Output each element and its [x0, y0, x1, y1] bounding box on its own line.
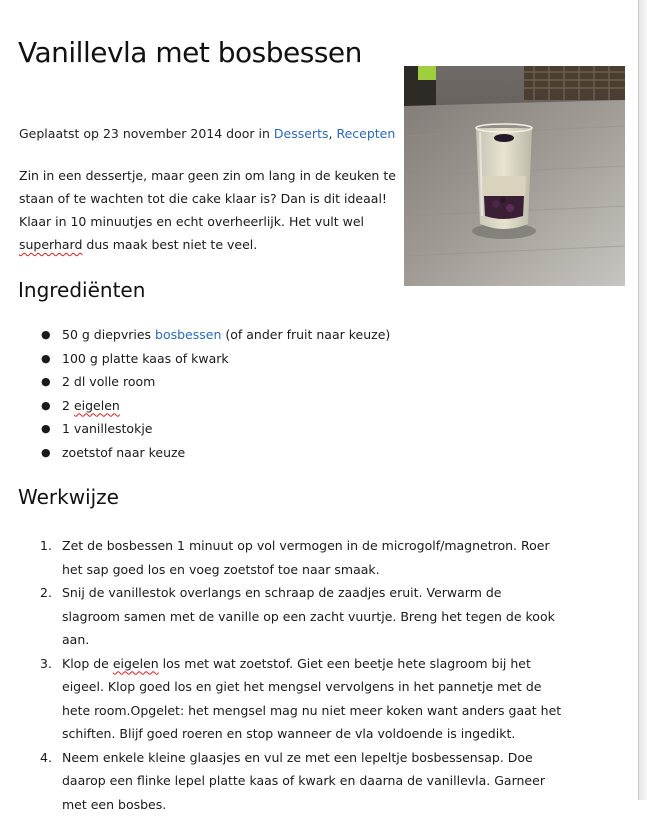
step-number: 4.	[40, 746, 52, 770]
category-link-desserts[interactable]: Desserts	[274, 126, 329, 141]
page-edge-shadow	[639, 0, 647, 800]
list-item	[62, 347, 390, 371]
post-title: Vanillevla met bosbessen	[18, 36, 362, 69]
spellcheck-flagged-word[interactable]: eigelen	[74, 398, 120, 413]
step-number: 1.	[40, 534, 52, 558]
bullet-icon: ●	[41, 394, 51, 418]
intro-paragraph	[19, 164, 397, 256]
bullet-icon: ●	[41, 370, 51, 394]
ingredient-text: 2 dl volle room	[62, 374, 155, 389]
list-item	[62, 581, 562, 652]
bullet-icon: ●	[41, 417, 51, 441]
list-item	[62, 534, 562, 581]
list-item	[62, 394, 390, 418]
bullet-icon: ●	[41, 323, 51, 347]
recipe-photo	[404, 66, 625, 286]
list-item	[62, 323, 390, 347]
post-meta-text: Geplaatst op 23 november 2014 door in	[19, 126, 274, 141]
ingredient-text: 1 vanillestokje	[62, 421, 152, 436]
post-meta	[19, 126, 395, 141]
list-item	[62, 370, 390, 394]
step-text: Snij de vanillestok overlangs en schraap de zaadjes eruit. Verwarm de slagroom samen met de vanille op een zacht vuurtje. Breng het tegen de kook aan.	[62, 585, 555, 647]
category-separator: ,	[329, 126, 337, 141]
bullet-icon: ●	[41, 441, 51, 465]
ingredient-text: 50 g diepvries	[62, 327, 155, 342]
step-text: Neem enkele kleine glaasjes en vul ze met een lepeltje bosbessensap. Doe daarop een flinke lepel platte kaas of kwark en daarna de vanillevla. Garneer met een bosbes.	[62, 750, 545, 812]
method-heading: Werkwijze	[18, 485, 119, 509]
intro-text-before: Zin in een dessertje, maar geen zin om lang in de keuken te staan of te wachten tot die cake klaar is? Dan is dit ideaal! Klaar in 10 minuutjes en echt overheerlijk. Het vult wel	[19, 168, 396, 229]
step-text: los met wat zoetstof. Giet een beetje hete slagroom bij het eigeel. Klop goed los en giet het mengsel vervolgens in het pannetje met de hete room.Opgelet: het mengsel mag nu niet meer koken want anders gaat het schiften. Blijf goed roeren en stop wanneer de vla voldoende is ingedikt.	[62, 656, 561, 742]
ingredients-heading: Ingrediënten	[18, 278, 145, 302]
bosbessen-link[interactable]: bosbessen	[155, 327, 221, 342]
ingredient-text: (of ander fruit naar keuze)	[221, 327, 390, 342]
spellcheck-flagged-word[interactable]: superhard	[19, 237, 82, 252]
ingredient-text: zoetstof naar keuze	[62, 445, 185, 460]
list-item	[62, 746, 562, 816]
step-text: Zet de bosbessen 1 minuut op vol vermogen in de microgolf/magnetron. Roer het sap goed los en voeg zoetstof toe naar smaak.	[62, 538, 550, 577]
step-number: 3.	[40, 652, 52, 676]
method-steps	[0, 534, 562, 816]
ingredients-list	[0, 323, 390, 464]
step-text: Klop de	[62, 656, 113, 671]
list-item	[62, 417, 390, 441]
list-item	[62, 652, 562, 746]
page-edge	[638, 0, 639, 800]
bullet-icon: ●	[41, 347, 51, 371]
intro-text-after: dus maak best niet te veel.	[82, 237, 257, 252]
step-number: 2.	[40, 581, 52, 605]
ingredient-text: 2	[62, 398, 74, 413]
ingredient-text: 100 g platte kaas of kwark	[62, 351, 229, 366]
spellcheck-flagged-word[interactable]: eigelen	[113, 656, 159, 671]
dessert-glass-image	[404, 66, 625, 286]
list-item	[62, 441, 390, 465]
category-link-recepten[interactable]: Recepten	[336, 126, 395, 141]
